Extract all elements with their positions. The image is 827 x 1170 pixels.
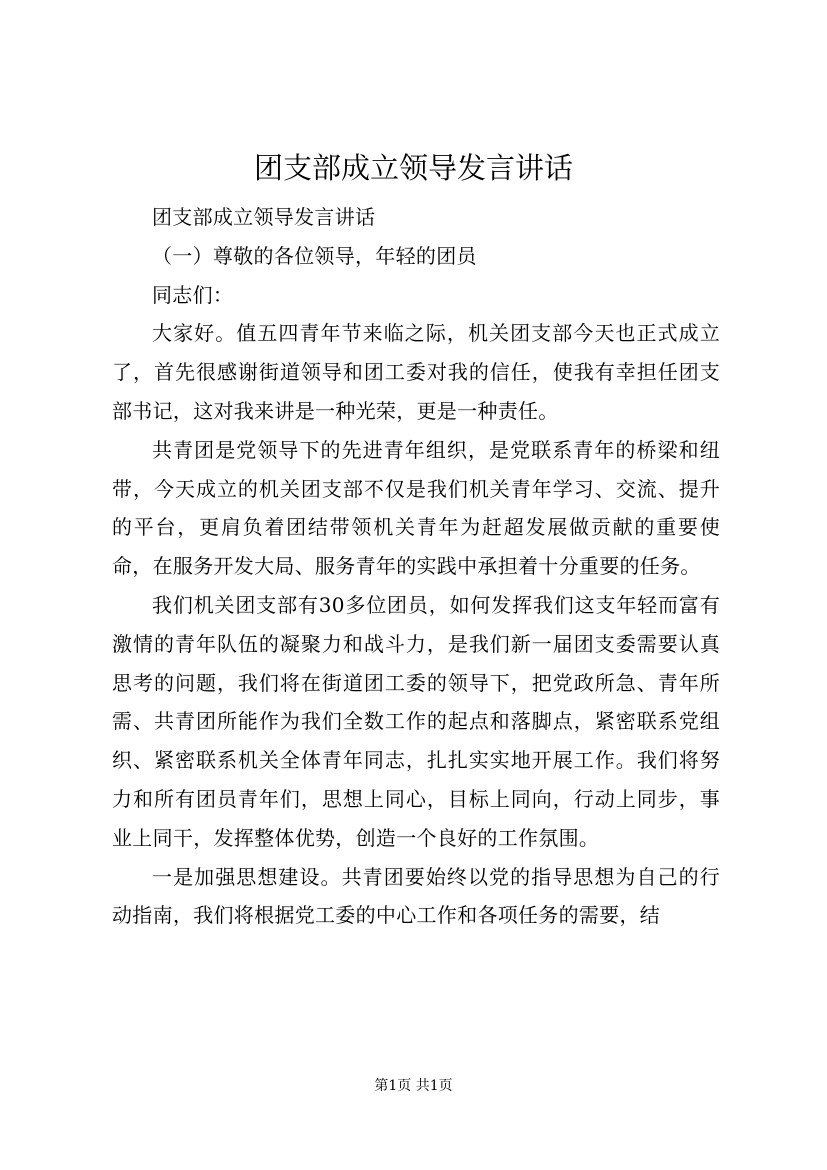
document-title: 团支部成立领导发言讲话: [253, 151, 573, 185]
paragraph-ideology: 一是加强思想建设。共青团要始终以党的指导思想为自己的行动指南，我们将根据党工委的中心工作和各项任务的需要，结: [112, 864, 720, 928]
document-body: [112, 198, 720, 935]
paragraph-subtitle: 团支部成立领导发言讲话: [152, 205, 376, 229]
paragraph-salutation-cont: 同志们：: [152, 282, 234, 307]
paragraph-branch-members: 我们机关团支部有30多位团员，如何发挥我们这支年轻而富有激情的青年队伍的凝聚力和战斗力，是我们新一届团支委需要认真思考的问题，我们将在街道团工委的领导下，把党政所急、青年所需、共青团所能作为我们全数工作的起点和落脚点，紧密联系党组织、紧密联系机关全体青年同志，扎扎实实地开展工作。我们将努力和所有团员青年们，思想上同心，目标上同向，行动上同步，事业上同干，发挥整体优势，创造一个良好的工作氛围。: [112, 592, 720, 850]
page-footer: 第1页 共1页: [374, 1078, 453, 1094]
paragraph-greeting: 大家好。值五四青年节来临之际，机关团支部今天也正式成立了，首先很感谢街道领导和团工委对我的信任，使我有幸担任团支部书记，这对我来讲是一种光荣，更是一种责任。: [112, 321, 720, 423]
paragraph-league-intro: 共青团是党领导下的先进青年组织，是党联系青年的桥梁和纽带，今天成立的机关团支部不仅是我们机关青年学习、交流、提升的平台，更肩负着团结带领机关青年为赶超发展做贡献的重要使命，在服务开发大局、服务青年的实践中承担着十分重要的任务。: [112, 437, 720, 579]
paragraph-salutation: （一）尊敬的各位领导，年轻的团员: [152, 243, 477, 268]
